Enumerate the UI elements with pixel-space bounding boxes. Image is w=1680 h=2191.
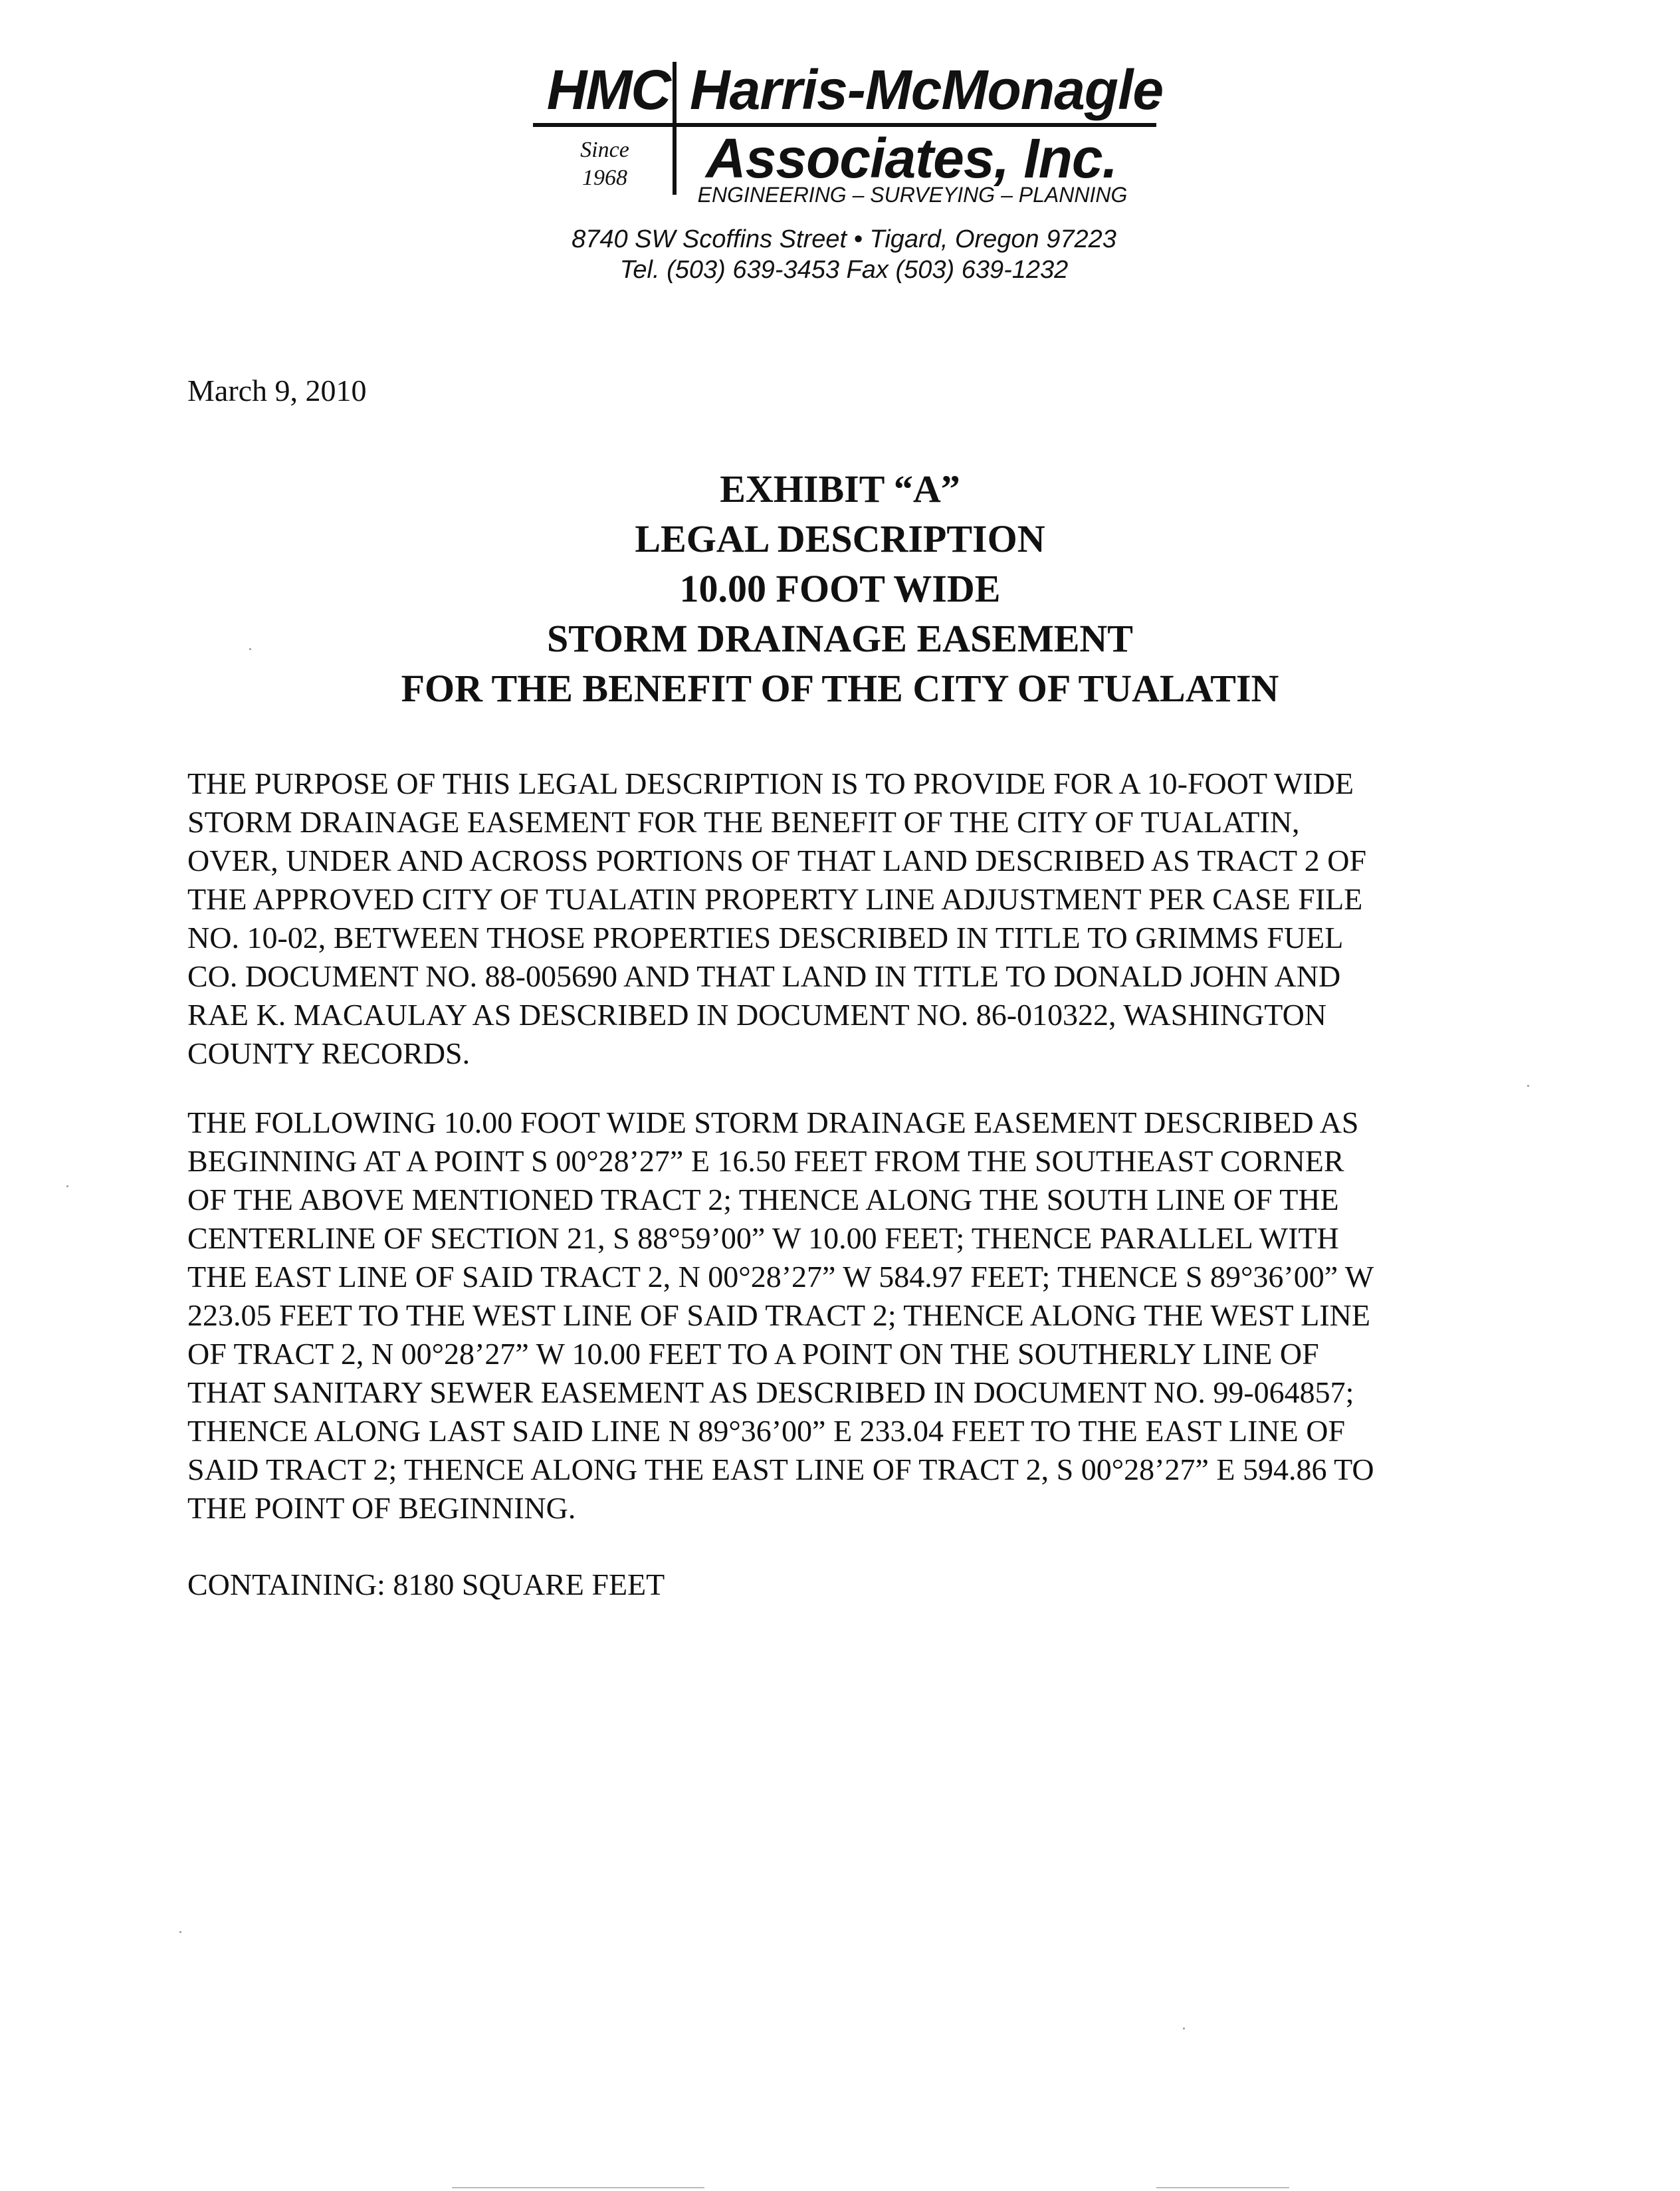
paragraph-line: COUNTY RECORDS. [187, 1036, 471, 1070]
paragraph-line: THE FOLLOWING 10.00 FOOT WIDE STORM DRAINAGE EASEMENT DESCRIBED AS [187, 1105, 1359, 1139]
letterhead [525, 57, 1163, 283]
paragraph-line: BEGINNING AT A POINT S 00°28’27” E 16.50 FEET FROM THE SOUTHEAST CORNER [187, 1144, 1344, 1178]
heading-line: EXHIBIT “A” [720, 467, 960, 511]
company-address: 8740 SW Scoffins Street • Tigard, Oregon 97223 [572, 225, 1116, 253]
paragraph-line: OF THE ABOVE MENTIONED TRACT 2; THENCE ALONG THE SOUTH LINE OF THE [187, 1183, 1339, 1216]
easement-description-paragraph [187, 1103, 1550, 1528]
company-name-line2: Associates, Inc. [706, 127, 1117, 189]
company-abbreviation: HMC [546, 58, 670, 121]
scan-speck [66, 1185, 68, 1187]
paragraph-line: THE PURPOSE OF THIS LEGAL DESCRIPTION IS TO PROVIDE FOR A 10-FOOT WIDE [187, 766, 1354, 800]
paragraph-line: THE POINT OF BEGINNING. [187, 1491, 576, 1525]
document-heading [0, 464, 1680, 713]
heading-line: 10.00 FOOT WIDE [679, 567, 1001, 610]
scan-speck [179, 1931, 181, 1933]
paragraph-line: RAE K. MACAULAY AS DESCRIBED IN DOCUMENT NO. 86-010322, WASHINGTON [187, 998, 1327, 1032]
paragraph-line: STORM DRAINAGE EASEMENT FOR THE BENEFIT OF THE CITY OF TUALATIN, [187, 805, 1300, 839]
paragraph-line: THE EAST LINE OF SAID TRACT 2, N 00°28’27” W 584.97 FEET; THENCE S 89°36’00” W [187, 1260, 1374, 1294]
letterhead-vertical-rule [673, 62, 677, 195]
paragraph-line: NO. 10-02, BETWEEN THOSE PROPERTIES DESCRIBED IN TITLE TO GRIMMS FUEL [187, 921, 1344, 955]
company-services: ENGINEERING – SURVEYING – PLANNING [697, 183, 1128, 207]
document-date: March 9, 2010 [187, 374, 367, 407]
since-label: Since [580, 138, 629, 162]
heading-line: STORM DRAINAGE EASEMENT [547, 617, 1133, 660]
scan-speck [249, 648, 251, 650]
heading-line: LEGAL DESCRIPTION [635, 517, 1045, 560]
scan-footer-line [452, 2187, 704, 2188]
scan-speck [1183, 2027, 1185, 2029]
paragraph-line: OF TRACT 2, N 00°28’27” W 10.00 FEET TO A POINT ON THE SOUTHERLY LINE OF [187, 1337, 1319, 1371]
paragraph-line: THE APPROVED CITY OF TUALATIN PROPERTY LINE ADJUSTMENT PER CASE FILE [187, 882, 1363, 916]
purpose-paragraph [187, 764, 1550, 1073]
scan-speck [1527, 1085, 1529, 1087]
paragraph-line: OVER, UNDER AND ACROSS PORTIONS OF THAT LAND DESCRIBED AS TRACT 2 OF [187, 844, 1367, 877]
scan-footer-line [1156, 2187, 1289, 2188]
since-block [565, 136, 645, 192]
company-phone: Tel. (503) 639-3453 Fax (503) 639-1232 [619, 256, 1069, 284]
company-name-line1: Harris-McMonagle [690, 58, 1164, 121]
area-statement: CONTAINING: 8180 SQUARE FEET [187, 1567, 665, 1601]
paragraph-line: THENCE ALONG LAST SAID LINE N 89°36’00” E 233.04 FEET TO THE EAST LINE OF [187, 1414, 1346, 1448]
paragraph-line: SAID TRACT 2; THENCE ALONG THE EAST LINE OF TRACT 2, S 00°28’27” E 594.86 TO [187, 1452, 1374, 1486]
paragraph-line: THAT SANITARY SEWER EASEMENT AS DESCRIBED IN DOCUMENT NO. 99-064857; [187, 1375, 1354, 1409]
since-year: 1968 [582, 166, 627, 190]
paragraph-line: 223.05 FEET TO THE WEST LINE OF SAID TRACT 2; THENCE ALONG THE WEST LINE [187, 1298, 1370, 1332]
heading-line: FOR THE BENEFIT OF THE CITY OF TUALATIN [401, 667, 1279, 710]
paragraph-line: CO. DOCUMENT NO. 88-005690 AND THAT LAND IN TITLE TO DONALD JOHN AND [187, 959, 1341, 993]
paragraph-line: CENTERLINE OF SECTION 21, S 88°59’00” W 10.00 FEET; THENCE PARALLEL WITH [187, 1221, 1339, 1255]
